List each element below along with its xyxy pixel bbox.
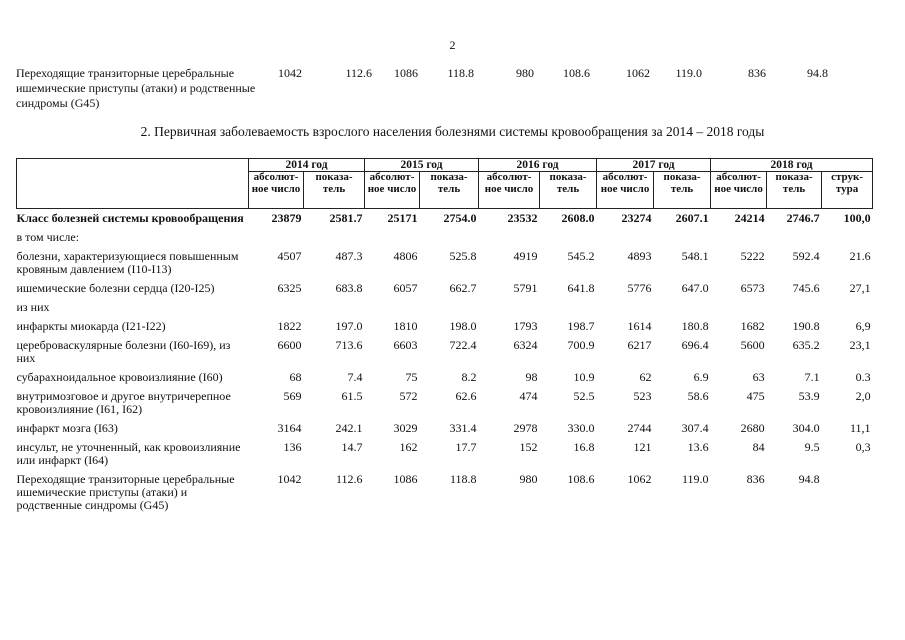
- table-row: [17, 228, 873, 247]
- row-value: [365, 298, 420, 317]
- row-value: 136: [283, 440, 302, 454]
- row-value: 700.9: [567, 338, 595, 352]
- row-value: 5791: [513, 281, 538, 295]
- row-value: 5600: [740, 338, 765, 352]
- row-value: [711, 228, 767, 247]
- row-value: 75: [405, 370, 418, 384]
- row-value: 2608.0: [561, 211, 595, 225]
- row-value: 84: [752, 440, 765, 454]
- row-value: 7.4: [347, 370, 363, 384]
- row-label: ишемические болезни сердца (I20-I25): [16, 281, 215, 295]
- row-value: 14.7: [341, 440, 363, 454]
- carryover-value: 118.8: [447, 66, 474, 80]
- row-value: [767, 228, 822, 247]
- row-value: [540, 228, 597, 247]
- row-value: [304, 228, 365, 247]
- row-value: [249, 298, 304, 317]
- row-label: в том числе:: [16, 230, 80, 244]
- subheader-rate: показа-тель: [654, 172, 711, 209]
- row-value: 572: [399, 389, 418, 403]
- row-value: 2680: [740, 421, 765, 435]
- row-value: 21.6: [849, 249, 871, 263]
- row-value: [597, 298, 654, 317]
- subheader-rate: показа-тель: [304, 172, 365, 209]
- header-blank: [17, 159, 249, 209]
- row-value: 5222: [740, 249, 765, 263]
- row-label: инфаркт мозга (I63): [16, 421, 118, 435]
- row-value: 683.8: [335, 281, 363, 295]
- row-value: 6217: [627, 338, 652, 352]
- row-value: [767, 298, 822, 317]
- row-value: 647.0: [681, 281, 709, 295]
- subheader-absolute: абсолют-ное число: [597, 172, 654, 209]
- row-value: 62: [639, 370, 652, 384]
- year-header: 2017 год: [597, 159, 711, 172]
- table-row: [17, 387, 873, 419]
- subheader-rate: показа-тель: [767, 172, 822, 209]
- section-title: 2. Первичная заболеваемость взрослого населения болезнями системы кровообращения за 2014 – 2018 годы: [140, 124, 765, 139]
- row-value: 23532: [507, 211, 538, 225]
- carryover-value: 980: [516, 66, 534, 80]
- row-value: 9.5: [804, 440, 820, 454]
- table-row: [17, 438, 873, 470]
- row-value: 16.8: [573, 440, 595, 454]
- row-value: 2978: [513, 421, 538, 435]
- carryover-value: 94.8: [807, 66, 828, 80]
- row-value: 474: [519, 389, 538, 403]
- row-value: [654, 228, 711, 247]
- table-row: [17, 419, 873, 438]
- subheader-structure: струк-тура: [822, 172, 873, 209]
- row-value: 4919: [513, 249, 538, 263]
- row-value: [420, 298, 479, 317]
- row-value: 3029: [393, 421, 418, 435]
- row-value: 5776: [627, 281, 652, 295]
- row-label: из них: [16, 300, 50, 314]
- carryover-value: 1062: [626, 66, 650, 80]
- row-value: 13.6: [687, 440, 709, 454]
- row-value: 198.0: [449, 319, 477, 333]
- row-value: 1614: [627, 319, 652, 333]
- year-header: 2015 год: [365, 159, 479, 172]
- row-value: 1086: [393, 472, 418, 486]
- row-label: болезни, характеризующиеся повышенным кровяным давлением (I10-I13): [16, 249, 239, 276]
- row-label: субарахноидальное кровоизлияние (I60): [16, 370, 223, 384]
- table-row: [17, 317, 873, 336]
- row-value: 25171: [387, 211, 418, 225]
- row-value: 162: [399, 440, 418, 454]
- subheader-rate: показа-тель: [420, 172, 479, 209]
- row-value: 63: [752, 370, 765, 384]
- row-value: 2746.7: [786, 211, 820, 225]
- row-value: 745.6: [792, 281, 820, 295]
- row-value: 330.0: [567, 421, 595, 435]
- row-value: 6.9: [693, 370, 709, 384]
- row-value: 4806: [393, 249, 418, 263]
- row-value: 487.3: [335, 249, 363, 263]
- row-value: 0.3: [855, 370, 871, 384]
- row-value: 713.6: [335, 338, 363, 352]
- carryover-value: 119.0: [675, 66, 702, 80]
- row-value: 10.9: [573, 370, 595, 384]
- row-value: 58.6: [687, 389, 709, 403]
- row-value: 6600: [277, 338, 302, 352]
- row-value: 548.1: [681, 249, 709, 263]
- row-value: [822, 470, 873, 515]
- row-value: [711, 298, 767, 317]
- row-value: 53.9: [798, 389, 820, 403]
- row-value: 6,9: [855, 319, 871, 333]
- row-value: 4893: [627, 249, 652, 263]
- row-label: цереброваскулярные болезни (I60-I69), из них: [16, 338, 231, 365]
- row-value: 525.8: [449, 249, 477, 263]
- row-value: 8.2: [461, 370, 477, 384]
- row-value: 52.5: [573, 389, 595, 403]
- row-value: 27,1: [849, 281, 871, 295]
- row-value: [249, 228, 304, 247]
- row-value: 68: [289, 370, 302, 384]
- subheader-absolute: абсолют-ное число: [711, 172, 767, 209]
- row-value: 197.0: [335, 319, 363, 333]
- row-value: 17.7: [455, 440, 477, 454]
- row-value: 1682: [740, 319, 765, 333]
- row-value: 242.1: [335, 421, 363, 435]
- row-value: 6573: [740, 281, 765, 295]
- row-value: 23,1: [849, 338, 871, 352]
- row-value: [822, 228, 873, 247]
- row-value: 180.8: [681, 319, 709, 333]
- row-value: [304, 298, 365, 317]
- carryover-value: 108.6: [563, 66, 590, 80]
- row-value: 592.4: [792, 249, 820, 263]
- row-value: 545.2: [567, 249, 595, 263]
- row-label: инфаркты миокарда (I21-I22): [16, 319, 166, 333]
- row-value: 475: [746, 389, 765, 403]
- subheader-absolute: абсолют-ное число: [365, 172, 420, 209]
- row-value: 836: [746, 472, 765, 486]
- row-label: внутримозговое и другое внутричерепное кровоизлияние (I61, I62): [16, 389, 231, 416]
- table-row: [17, 336, 873, 368]
- row-label: Класс болезней системы кровообращения: [16, 211, 244, 225]
- row-value: 1793: [513, 319, 538, 333]
- row-value: 94.8: [798, 472, 820, 486]
- row-value: [479, 228, 540, 247]
- row-value: 641.8: [567, 281, 595, 295]
- row-value: 2754.0: [443, 211, 477, 225]
- row-value: 121: [633, 440, 652, 454]
- row-value: 1042: [277, 472, 302, 486]
- row-value: 1810: [393, 319, 418, 333]
- row-value: 61.5: [341, 389, 363, 403]
- carryover-value: 112.6: [345, 66, 372, 80]
- row-value: 2744: [627, 421, 652, 435]
- carryover-value: 1086: [394, 66, 418, 80]
- row-value: 198.7: [567, 319, 595, 333]
- row-value: [654, 298, 711, 317]
- row-value: 119.0: [682, 472, 709, 486]
- row-label: инсульт, не уточненный, как кровоизлияние или инфаркт (I64): [16, 440, 241, 467]
- row-value: [420, 228, 479, 247]
- row-value: 4507: [277, 249, 302, 263]
- row-value: 23274: [621, 211, 652, 225]
- row-value: 23879: [271, 211, 302, 225]
- year-header: 2014 год: [249, 159, 365, 172]
- row-value: 331.4: [449, 421, 477, 435]
- row-value: 304.0: [792, 421, 820, 435]
- row-label: Переходящие транзиторные церебральные ишемические приступы (атаки) и родственные синдромы (G45): [16, 472, 235, 512]
- row-value: 569: [283, 389, 302, 403]
- table-row: [17, 368, 873, 387]
- row-value: 24214: [734, 211, 765, 225]
- row-value: 118.8: [449, 472, 477, 486]
- carryover-label: Переходящие транзиторные церебральные ишемические приступы (атаки) и родственные синдромы (G45): [16, 66, 256, 110]
- year-header: 2018 год: [711, 159, 873, 172]
- row-value: 307.4: [681, 421, 709, 435]
- row-value: 98: [525, 370, 538, 384]
- row-value: 7.1: [804, 370, 820, 384]
- row-value: [540, 298, 597, 317]
- row-value: [822, 298, 873, 317]
- morbidity-table: [16, 158, 873, 515]
- row-value: 1062: [627, 472, 652, 486]
- row-value: 6603: [393, 338, 418, 352]
- subheader-absolute: абсолют-ное число: [249, 172, 304, 209]
- row-value: 722.4: [449, 338, 477, 352]
- row-value: 3164: [277, 421, 302, 435]
- row-value: 2581.7: [329, 211, 363, 225]
- row-value: 696.4: [681, 338, 709, 352]
- row-value: 523: [633, 389, 652, 403]
- row-value: 152: [519, 440, 538, 454]
- row-value: 6057: [393, 281, 418, 295]
- row-value: 62.6: [455, 389, 477, 403]
- row-value: 635.2: [792, 338, 820, 352]
- year-header: 2016 год: [479, 159, 597, 172]
- carryover-value: 1042: [278, 66, 302, 80]
- row-value: 108.6: [567, 472, 595, 486]
- row-value: 100,0: [843, 211, 871, 225]
- row-value: 112.6: [335, 472, 363, 486]
- table-row: [17, 247, 873, 279]
- row-value: [365, 228, 420, 247]
- table-row: [17, 279, 873, 298]
- table-row: [17, 298, 873, 317]
- subheader-rate: показа-тель: [540, 172, 597, 209]
- row-value: [597, 228, 654, 247]
- table-row: [17, 470, 873, 515]
- row-value: [479, 298, 540, 317]
- row-value: 980: [519, 472, 538, 486]
- row-value: 6325: [277, 281, 302, 295]
- row-value: 2,0: [855, 389, 871, 403]
- row-value: 662.7: [449, 281, 477, 295]
- row-value: 6324: [513, 338, 538, 352]
- row-value: 0,3: [855, 440, 871, 454]
- carryover-value: 836: [748, 66, 766, 80]
- page-number: 2: [449, 38, 456, 52]
- row-value: 2607.1: [675, 211, 709, 225]
- subheader-absolute: абсолют-ное число: [479, 172, 540, 209]
- row-value: 1822: [277, 319, 302, 333]
- row-value: 190.8: [792, 319, 820, 333]
- table-row: [17, 209, 873, 229]
- row-value: 11,1: [850, 421, 871, 435]
